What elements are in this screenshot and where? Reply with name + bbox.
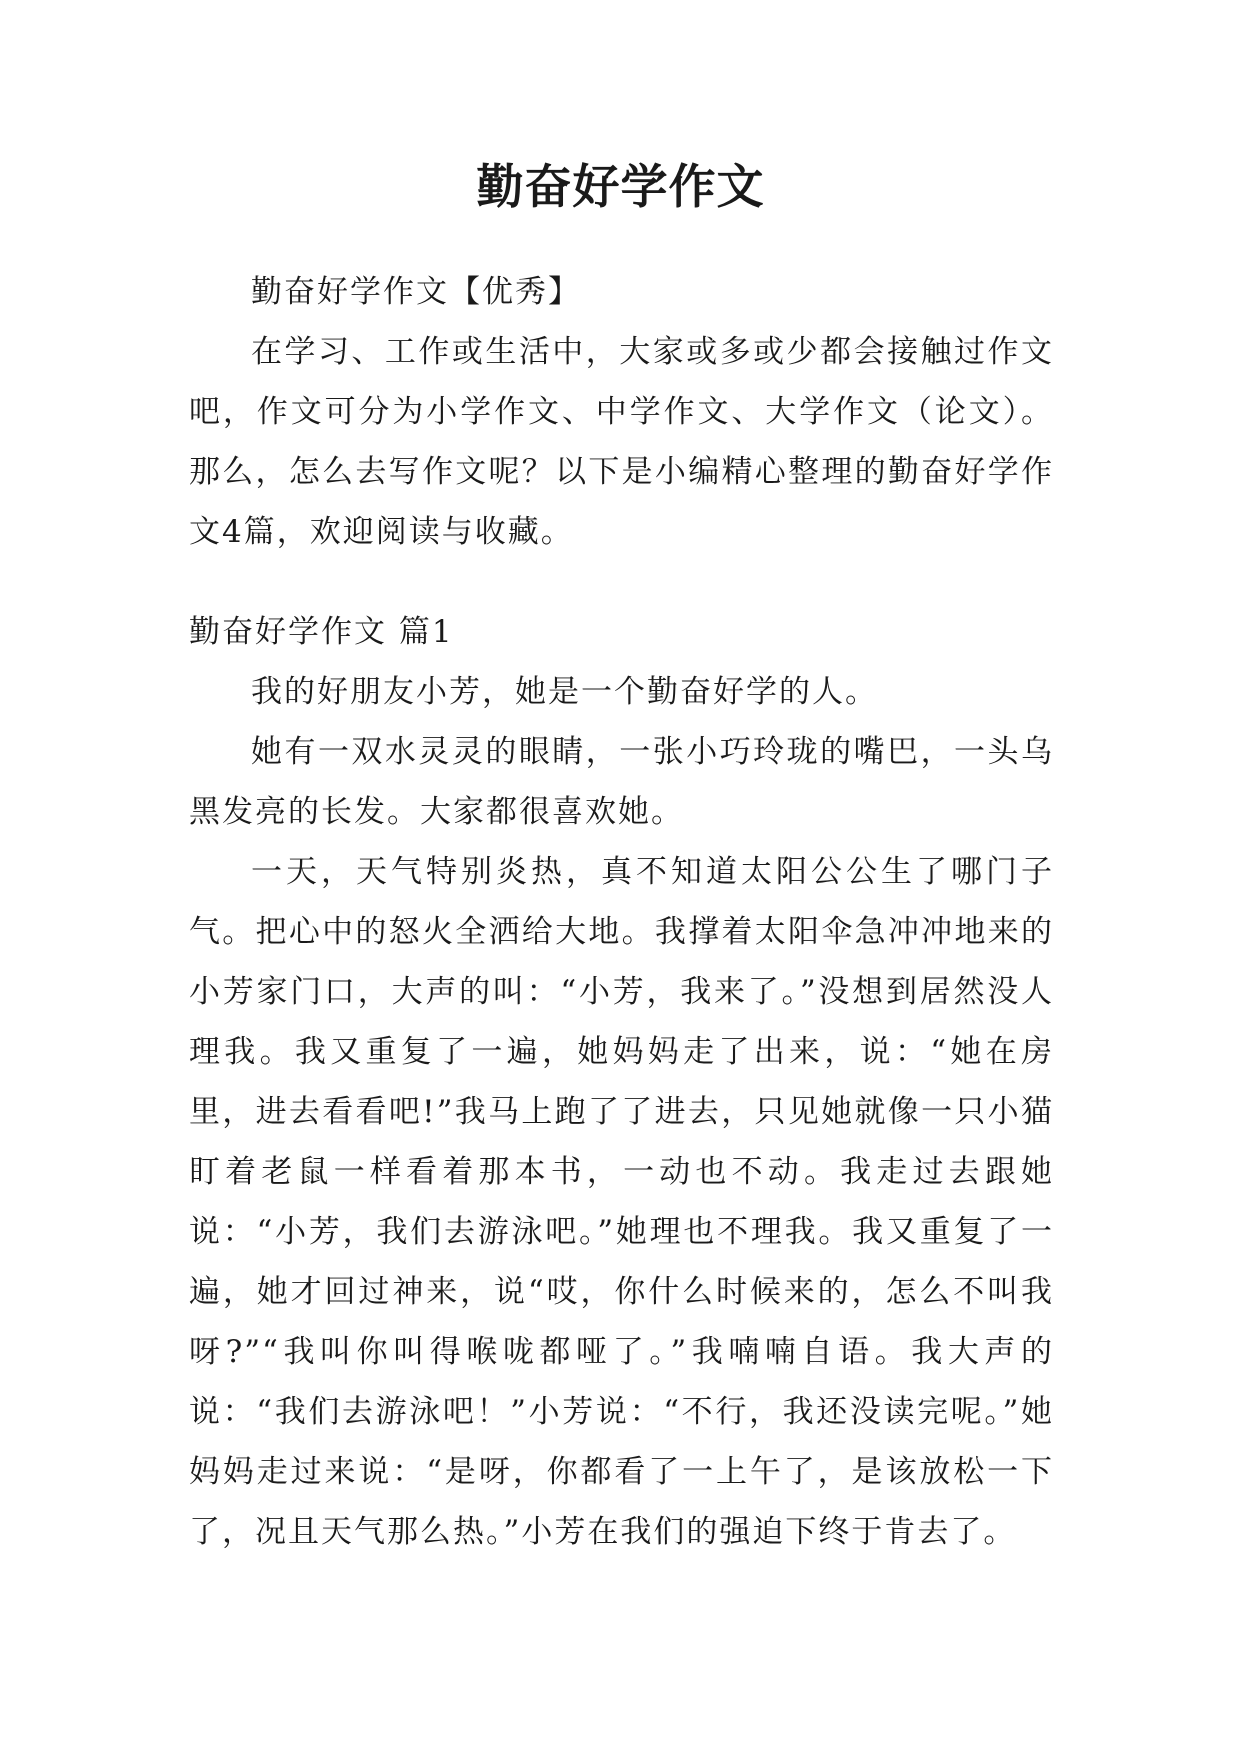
section-paragraph-3: 一天，天气特别炎热，真不知道太阳公公生了哪门子气。把心中的怒火全洒给大地。我撑着太阳伞急冲冲地来的小芳家门口，大声的叫：“小芳，我来了。”没想到居然没人理我。我又重复了一遍，她妈妈走了出来，说：“她在房里，进去看看吧!”我马上跑了了进去，只见她就像一只小猫盯着老鼠一样看着那本书，一动也不动。我走过去跟她说：“小芳，我们去游泳吧。”她理也不理我。我又重复了一遍，她才回过神来，说“哎，你什么时候来的，怎么不叫我呀?”“我叫你叫得喉咙都哑了。”我喃喃自语。我大声的说：“我们去游泳吧！”小芳说：“不行，我还没读完呢。”她妈妈走过来说：“是呀，你都看了一上午了，是该放松一下了，况且天气那么热。”小芳在我们的强迫下终于肯去了。 (189, 854, 1054, 1550)
section-heading: 勤奋好学作文 篇1 (189, 614, 454, 650)
document-body (189, 262, 1054, 1562)
document-title: 勤奋好学作文 (476, 160, 765, 215)
intro-paragraph: 在学习、工作或生活中，大家或多或少都会接触过作文吧，作文可分为小学作文、中学作文、大学作文（论文）。那么，怎么去写作文呢？以下是小编精心整理的勤奋好学作文4篇，欢迎阅读与收藏。 (189, 334, 1054, 550)
section-paragraph-1: 我的好朋友小芳，她是一个勤奋好学的人。 (251, 674, 878, 710)
intro-subtitle: 勤奋好学作文【优秀】 (251, 274, 581, 310)
section-paragraph-2: 她有一双水灵灵的眼睛，一张小巧玲珑的嘴巴，一头乌黑发亮的长发。大家都很喜欢她。 (189, 734, 1054, 830)
